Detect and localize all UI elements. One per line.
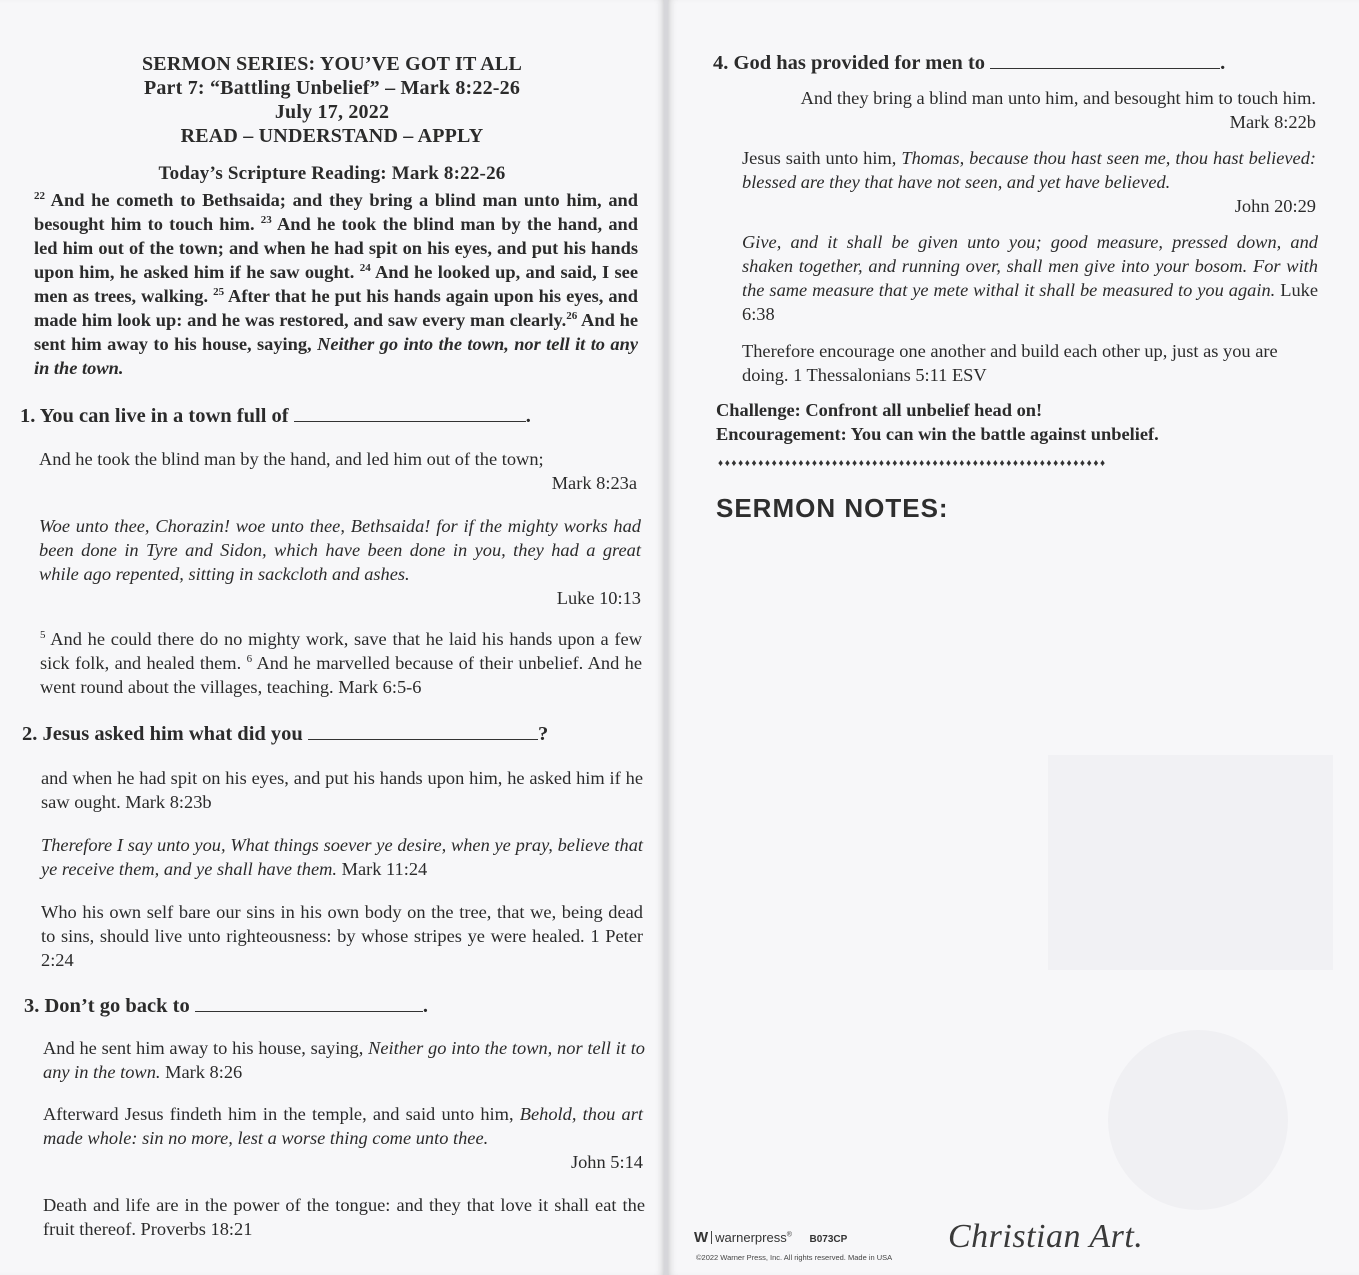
verse-number: 6: [246, 652, 253, 665]
verse-23: And he took the blind man by the hand, and led him out of the town; and when he had spit on his eyes, and put his hands upon him, he asked him if he saw ought.: [34, 214, 638, 282]
scripture-block-1b: [39, 514, 641, 610]
publisher-name: warnerpress: [715, 1230, 787, 1245]
point-1: [20, 403, 531, 428]
sermon-notes-heading: SERMON NOTES:: [716, 493, 949, 523]
point-2-end: ?: [537, 723, 549, 745]
verse-text-italic: Neither go into the town, nor tell it to any in the town.: [43, 1038, 645, 1082]
part-title: Part 7: “Battling Unbelief” – Mark 8:22-26: [143, 77, 521, 99]
bleed-through-circle: [1108, 1030, 1288, 1210]
verse-text: And he sent him away to his house, saying,: [43, 1038, 369, 1058]
fill-blank-3[interactable]: [195, 993, 423, 1012]
verse-number: 25: [213, 285, 225, 298]
scripture-block-2b: [41, 833, 643, 881]
verse-ref: John 20:29: [1234, 196, 1316, 216]
fill-blank-1[interactable]: [294, 403, 526, 422]
verse-text: Afterward Jesus findeth him in the temple, and said unto him,: [43, 1104, 520, 1124]
motto: READ – UNDERSTAND – APPLY: [180, 125, 484, 147]
point-2: [22, 721, 548, 746]
verse-26-italic: Neither go into the town, nor tell it to any in the town.: [34, 334, 638, 378]
verse-text: And he took the blind man by the hand, and led him out of the town;: [39, 449, 544, 469]
point-4-end: .: [1220, 52, 1226, 74]
scripture-block-1a: [39, 447, 637, 495]
verse-24: And he looked up, and said, I see men as trees, walking.: [34, 262, 638, 306]
right-page: [668, 0, 1359, 1275]
verse-text: Jesus saith unto him,: [742, 148, 902, 168]
verse-text: Woe unto thee, Chorazin! woe unto thee, Bethsaida! for if the mighty works had been done in Tyre and Sidon, which have been done in you, they had a great while ago repented, sitting in sackcloth and ashes.: [39, 516, 641, 584]
scripture-reading: [34, 188, 638, 380]
point-1-label: 1. You can live in a town full of: [20, 405, 289, 427]
diamond-divider: ♦♦♦♦♦♦♦♦♦♦♦♦♦♦♦♦♦♦♦♦♦♦♦♦♦♦♦♦♦♦♦♦♦♦♦♦♦♦♦♦♦♦♦♦♦♦♦♦♦♦♦♦♦♦♦♦♦♦: [718, 458, 1107, 469]
verse-text: Therefore I say unto you, What things soever ye desire, when ye pray, believe that ye receive them, and ye shall have them.: [41, 835, 643, 879]
verse-26: And he sent him away to his house, saying,: [34, 310, 638, 354]
point-4-label: 4. God has provided for men to: [713, 52, 986, 74]
verse-ref: John 5:14: [570, 1152, 643, 1172]
verse-text-italic: Behold, thou art made whole: sin no more, lest a worse thing come unto thee.: [43, 1104, 643, 1148]
verse-number: 22: [34, 189, 45, 202]
scripture-block-4c: [742, 230, 1318, 326]
scripture-block-4a: [742, 86, 1316, 134]
scripture-block-3a: [43, 1036, 645, 1084]
scripture-block-3b: [43, 1102, 643, 1174]
scripture-block-2c: Who his own self bare our sins in his own body on the tree, that we, being dead to sins, should live unto righteousness: by whose stripes ye were healed. 1 Peter 2:24: [41, 902, 643, 970]
verse-text: And he marvelled because of their unbelief. And he went round about the villages, teaching. Mark 6:5-6: [40, 653, 642, 697]
point-2-label: 2. Jesus asked him what did you: [22, 723, 303, 745]
scripture-block-1c: [40, 627, 642, 699]
reading-title: Today’s Scripture Reading: Mark 8:22-26: [158, 163, 506, 184]
verse-number: 5: [40, 628, 46, 641]
point-3-label: 3. Don’t go back to: [24, 995, 190, 1017]
christian-art-logo: Christian Art.: [948, 1218, 1144, 1255]
copyright-line: ©2022 Warner Press, Inc. All rights reserved. Made in USA: [696, 1253, 893, 1262]
challenge-text: Challenge: Confront all unbelief head on!: [716, 400, 1043, 420]
encouragement-text: Encouragement: You can win the battle against unbelief.: [716, 424, 1159, 444]
verse-number: 23: [260, 213, 272, 226]
verse-number: 24: [359, 261, 371, 274]
product-code: B073CP: [809, 1234, 848, 1245]
fill-blank-4[interactable]: [990, 50, 1220, 69]
verse-ref: Mark 8:22b: [1229, 112, 1316, 132]
left-page: [0, 0, 664, 1275]
registered-mark: ®: [786, 1231, 792, 1239]
verse-text-italic: Give, and it shall be given unto you; good measure, pressed down, and shaken together, and running over, shall men give into your bosom. For with the same measure that ye mete withal it shall be measured to you again.: [742, 232, 1318, 300]
series-title: SERMON SERIES: YOU’VE GOT IT ALL: [141, 53, 522, 75]
bleed-through-panel: [1048, 755, 1333, 970]
sermon-date: July 17, 2022: [274, 101, 390, 123]
scripture-block-2a: and when he had spit on his eyes, and put his hands upon him, he asked him if he saw ought. Mark 8:23b: [41, 768, 643, 812]
verse-25: After that he put his hands again upon his eyes, and made him look up: and he was restored, and saw every man clearly.: [34, 286, 638, 330]
verse-text: And they bring a blind man unto him, and besought him to touch him.: [800, 88, 1316, 108]
verse-text: And he could there do no mighty work, save that he laid his hands upon a few sick folk, and healed them.: [40, 629, 642, 673]
warner-w-icon: W: [694, 1229, 709, 1246]
sermon-header: [0, 52, 664, 148]
publisher-logo: [694, 1229, 847, 1246]
point-3-end: .: [422, 995, 428, 1017]
verse-ref: Mark 11:24: [341, 859, 428, 879]
fill-blank-2[interactable]: [308, 721, 538, 740]
verse-ref: Mark 8:23a: [551, 473, 637, 493]
point-3: [24, 993, 428, 1018]
point-1-end: .: [525, 405, 531, 427]
scripture-block-3c: Death and life are in the power of the tongue: and they that love it shall eat the fruit thereof. Proverbs 18:21: [43, 1195, 645, 1239]
verse-ref: Mark 8:26: [165, 1062, 243, 1082]
point-4: [713, 50, 1225, 75]
verse-ref: Luke 6:38: [742, 280, 1319, 324]
verse-number: 26: [566, 309, 578, 322]
logo-divider: [711, 1231, 712, 1244]
verse-22: And he cometh to Bethsaida; and they bring a blind man unto him, and besought him to touch him.: [34, 190, 638, 234]
verse-ref: Luke 10:13: [556, 588, 641, 608]
verse-text-italic: Thomas, because thou hast seen me, thou hast believed: blessed are they that have not seen, and yet have believed.: [742, 148, 1317, 192]
scripture-block-4b: [742, 146, 1316, 218]
scripture-block-4d: Therefore encourage one another and build each other up, just as you are doing. 1 Thessalonians 5:11 ESV: [742, 341, 1278, 385]
